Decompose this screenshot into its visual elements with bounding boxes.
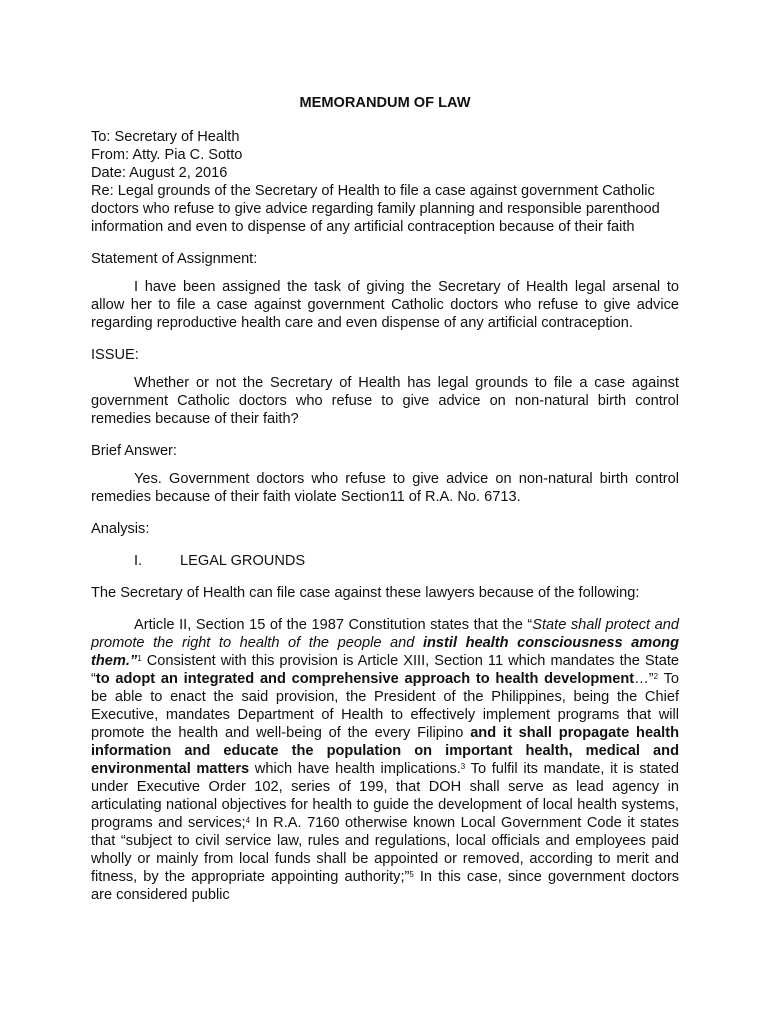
analysis-text-2: State shall protect and promote the right to health of the people and: [91, 617, 679, 651]
analysis-text-12: In this case, since government doctors are considered public: [91, 869, 679, 903]
footnote-ref-2: 2: [653, 672, 659, 681]
analysis-intro: The Secretary of Health can file case against these lawyers because of the following:: [91, 585, 640, 601]
analysis-text-11: In R.A. 7160 otherwise known Local Government Code it states that “subject to civil service law, rules and regulations, local officials and employees paid wholly or mainly from local funds shall be appointed or removed, according to merit and fitness, by the appropriate appointing authority;”: [91, 815, 679, 885]
footnote-ref-3: 3: [460, 762, 466, 771]
analysis-text-1: Article II, Section 15 of the 1987 Constitution states that the “: [134, 617, 533, 633]
assignment-heading: Statement of Assignment:: [91, 251, 258, 267]
section-number: I.: [134, 553, 143, 569]
memo-content: [91, 94, 679, 904]
analysis-text-6: …”: [634, 671, 654, 687]
brief-answer-heading: Brief Answer:: [91, 443, 177, 459]
memo-from: From: Atty. Pia C. Sotto: [91, 147, 243, 163]
memo-title: MEMORANDUM OF LAW: [299, 95, 471, 111]
section-heading: [91, 552, 679, 570]
section-title: LEGAL GROUNDS: [180, 553, 306, 569]
footnote-ref-1: 1: [137, 654, 142, 663]
assignment-body: I have been assigned the task of giving the Secretary of Health legal arsenal to allow her to file a case against government Catholic doctors who refuse to give advice regarding reproductive health care and even dispense of any artificial contraception.: [91, 279, 679, 331]
analysis-text-10: To fulfil its mandate, it is stated under Executive Order 102, series of 199, that DOH shall serve as lead agency in articulating national objectives for health to guide the development of local health systems, programs and services;: [91, 761, 679, 831]
analysis-text-9: which have health implications.: [249, 761, 461, 777]
memo-re: Re: Legal grounds of the Secretary of Health to file a case against government Catholic doctors who refuse to give advice regarding family planning and responsible parenthood information and even to dispense of any artificial contraception because of their faith: [91, 183, 660, 235]
memo-date: Date: August 2, 2016: [91, 165, 228, 181]
brief-answer-body: Yes. Government doctors who refuse to give advice on non-natural birth control remedies because of their faith violate Section11 of R.A. No. 6713.: [91, 471, 679, 505]
analysis-text-8: and it shall propagate health information and educate the population on important health, medical and environmental matters: [91, 725, 680, 777]
issue-body: Whether or not the Secretary of Health has legal grounds to file a case against government Catholic doctors who refuse to give advice on non-natural birth control remedies because of their faith?: [91, 375, 679, 427]
analysis-heading: Analysis:: [91, 521, 150, 537]
analysis-paragraph: [91, 616, 679, 904]
analysis-text-3: instil health consciousness among them.”: [91, 635, 679, 669]
analysis-text-4: Consistent with this provision is Article XIII, Section 11 which mandates the State “: [91, 653, 679, 687]
analysis-text-7: To be able to enact the said provision, the President of the Philippines, being the Chief Executive, mandates Department of Health to effectively implement programs that will promote the health and well-being of the every Filipino: [91, 671, 679, 741]
issue-heading: ISSUE:: [91, 347, 139, 363]
analysis-text-5: to adopt an integrated and comprehensive approach to health development: [95, 671, 635, 687]
memo-to: To: Secretary of Health: [91, 129, 240, 145]
footnote-ref-4: 4: [245, 816, 251, 825]
footnote-ref-5: 5: [409, 870, 414, 879]
